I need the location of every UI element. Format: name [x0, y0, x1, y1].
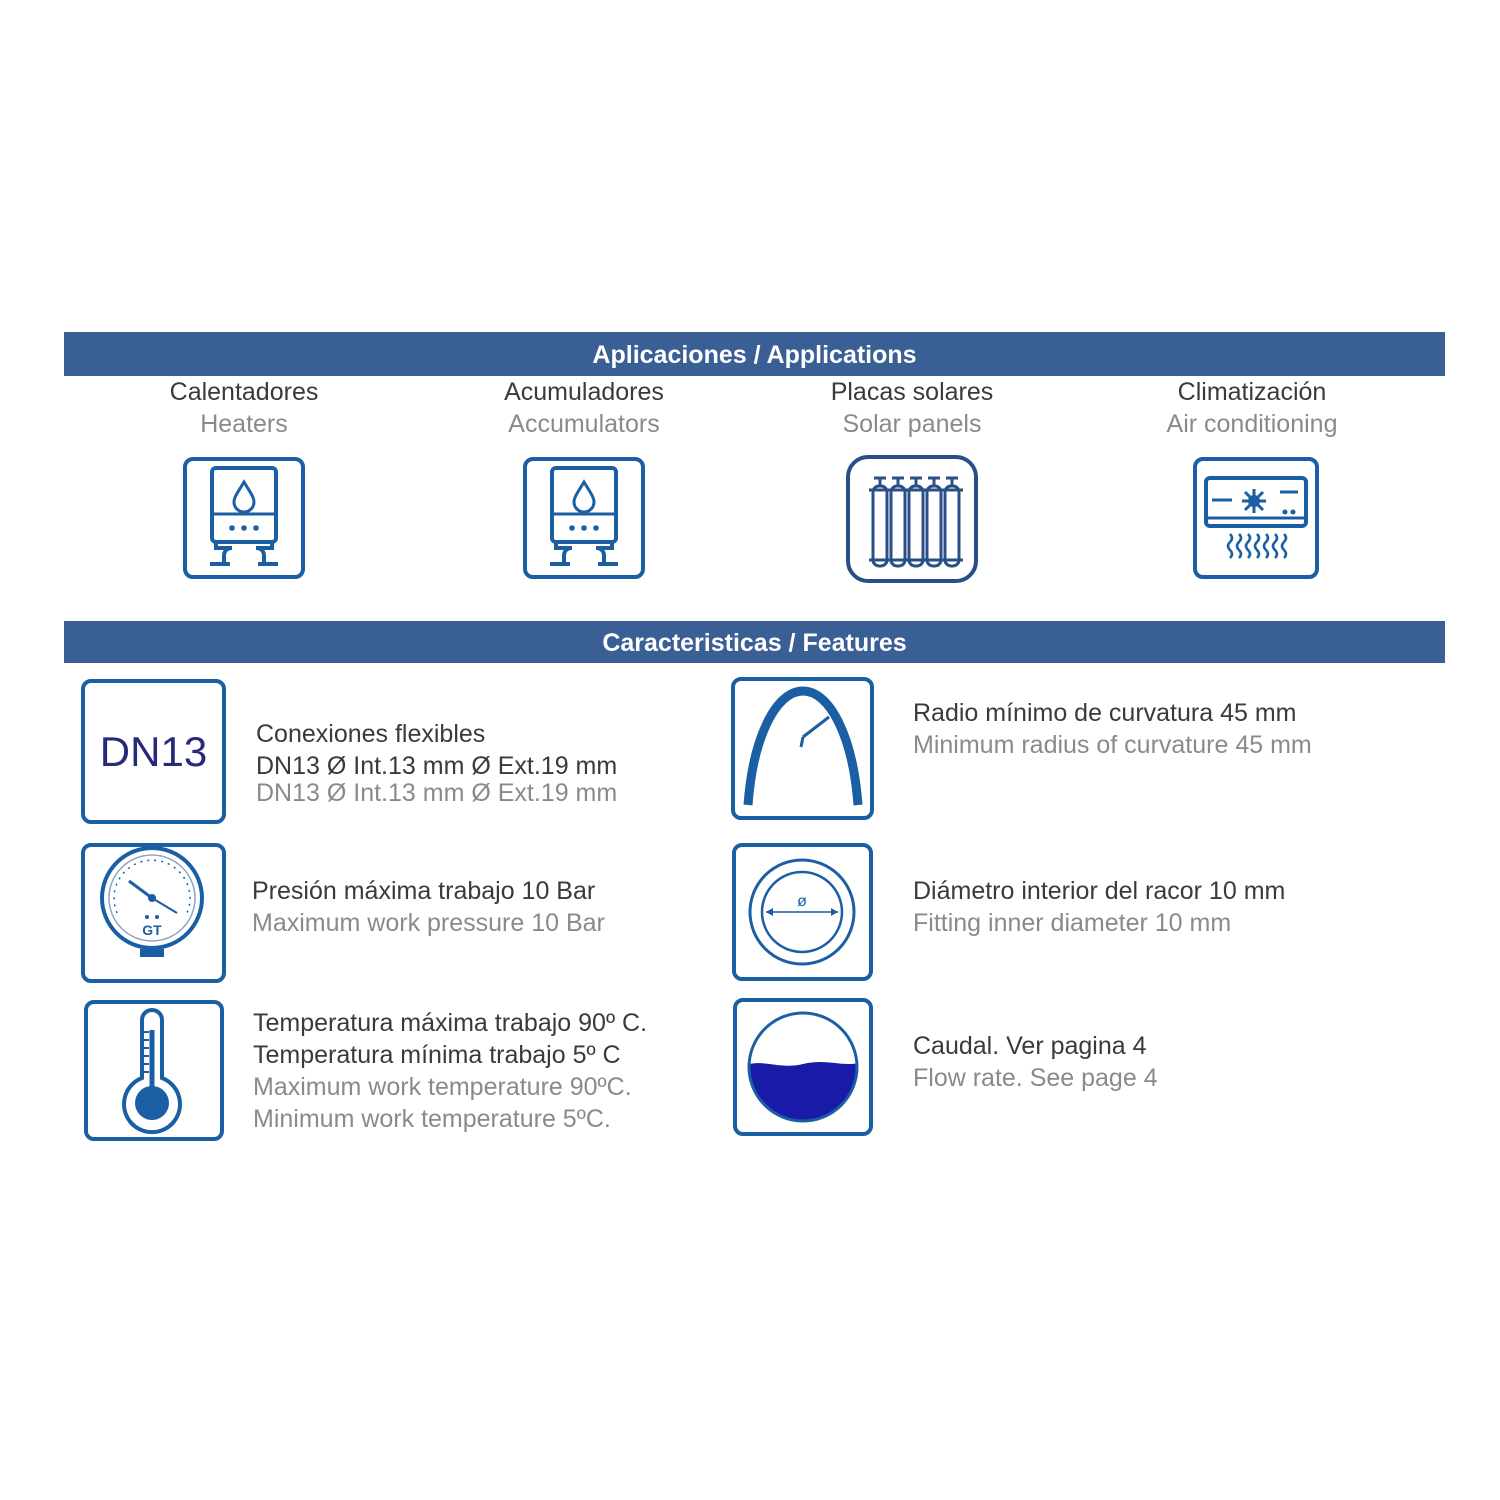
bend-radius-icon: [731, 677, 874, 820]
app-label-es: Climatización: [1177, 378, 1327, 406]
app-air-conditioning: [1102, 376, 1402, 440]
feature-line: Diámetro interior del racor 10 mm: [913, 877, 1286, 905]
feature-temperature: [253, 1007, 647, 1135]
feature-line: DN13 Ø Int.13 mm Ø Ext.19 mm: [256, 752, 618, 780]
app-heaters: [94, 376, 394, 440]
dn13-label: DN13: [99, 728, 208, 775]
feature-line: Minimum radius of curvature 45 mm: [913, 731, 1312, 759]
diameter-icon: [732, 843, 873, 981]
diameter-symbol: ø: [797, 893, 807, 910]
gauge-brand: GT: [142, 922, 162, 938]
solar-panel-icon: [845, 454, 979, 584]
app-label-en: Air conditioning: [1166, 410, 1338, 438]
dn13-icon: [81, 679, 226, 824]
app-label-en: Solar panels: [842, 410, 982, 438]
feature-line: Minimum work temperature 5ºC.: [253, 1105, 611, 1133]
features-header: Caracteristicas / Features: [64, 621, 1445, 663]
feature-line: Conexiones flexibles: [256, 720, 486, 748]
feature-line: Maximum work pressure 10 Bar: [252, 909, 605, 937]
applications-header: Aplicaciones / Applications: [64, 332, 1445, 376]
water-heater-icon: [182, 456, 306, 580]
feature-line: Flow rate. See page 4: [913, 1064, 1158, 1092]
feature-line: Maximum work temperature 90ºC.: [253, 1073, 632, 1101]
feature-line: Caudal. Ver pagina 4: [913, 1032, 1147, 1060]
air-conditioner-icon: [1192, 456, 1320, 580]
feature-line: Temperatura mínima trabajo 5º C: [253, 1041, 621, 1069]
feature-line: Radio mínimo de curvatura 45 mm: [913, 699, 1297, 727]
app-label-en: Accumulators: [508, 410, 660, 438]
app-solar-panels: [762, 376, 1062, 440]
water-heater-icon: [522, 456, 646, 580]
app-label-es: Placas solares: [830, 378, 994, 406]
feature-diameter: [913, 875, 1285, 939]
feature-flow-rate: [913, 1030, 1158, 1094]
app-label-en: Heaters: [200, 410, 288, 438]
feature-line: Fitting inner diameter 10 mm: [913, 909, 1232, 937]
feature-line: DN13 Ø Int.13 mm Ø Ext.19 mm: [256, 779, 618, 807]
app-label-es: Calentadores: [169, 378, 319, 406]
thermometer-icon: [84, 1000, 224, 1141]
feature-bend-radius: [913, 697, 1312, 761]
feature-connections: [256, 718, 617, 809]
app-accumulators: [434, 376, 734, 440]
app-label-es: Acumuladores: [504, 378, 664, 406]
feature-line: Presión máxima trabajo 10 Bar: [252, 877, 596, 905]
feature-line: Temperatura máxima trabajo 90º C.: [253, 1009, 648, 1037]
feature-pressure: [252, 875, 605, 939]
flow-rate-icon: [733, 998, 873, 1136]
pressure-gauge-icon: [81, 843, 226, 983]
